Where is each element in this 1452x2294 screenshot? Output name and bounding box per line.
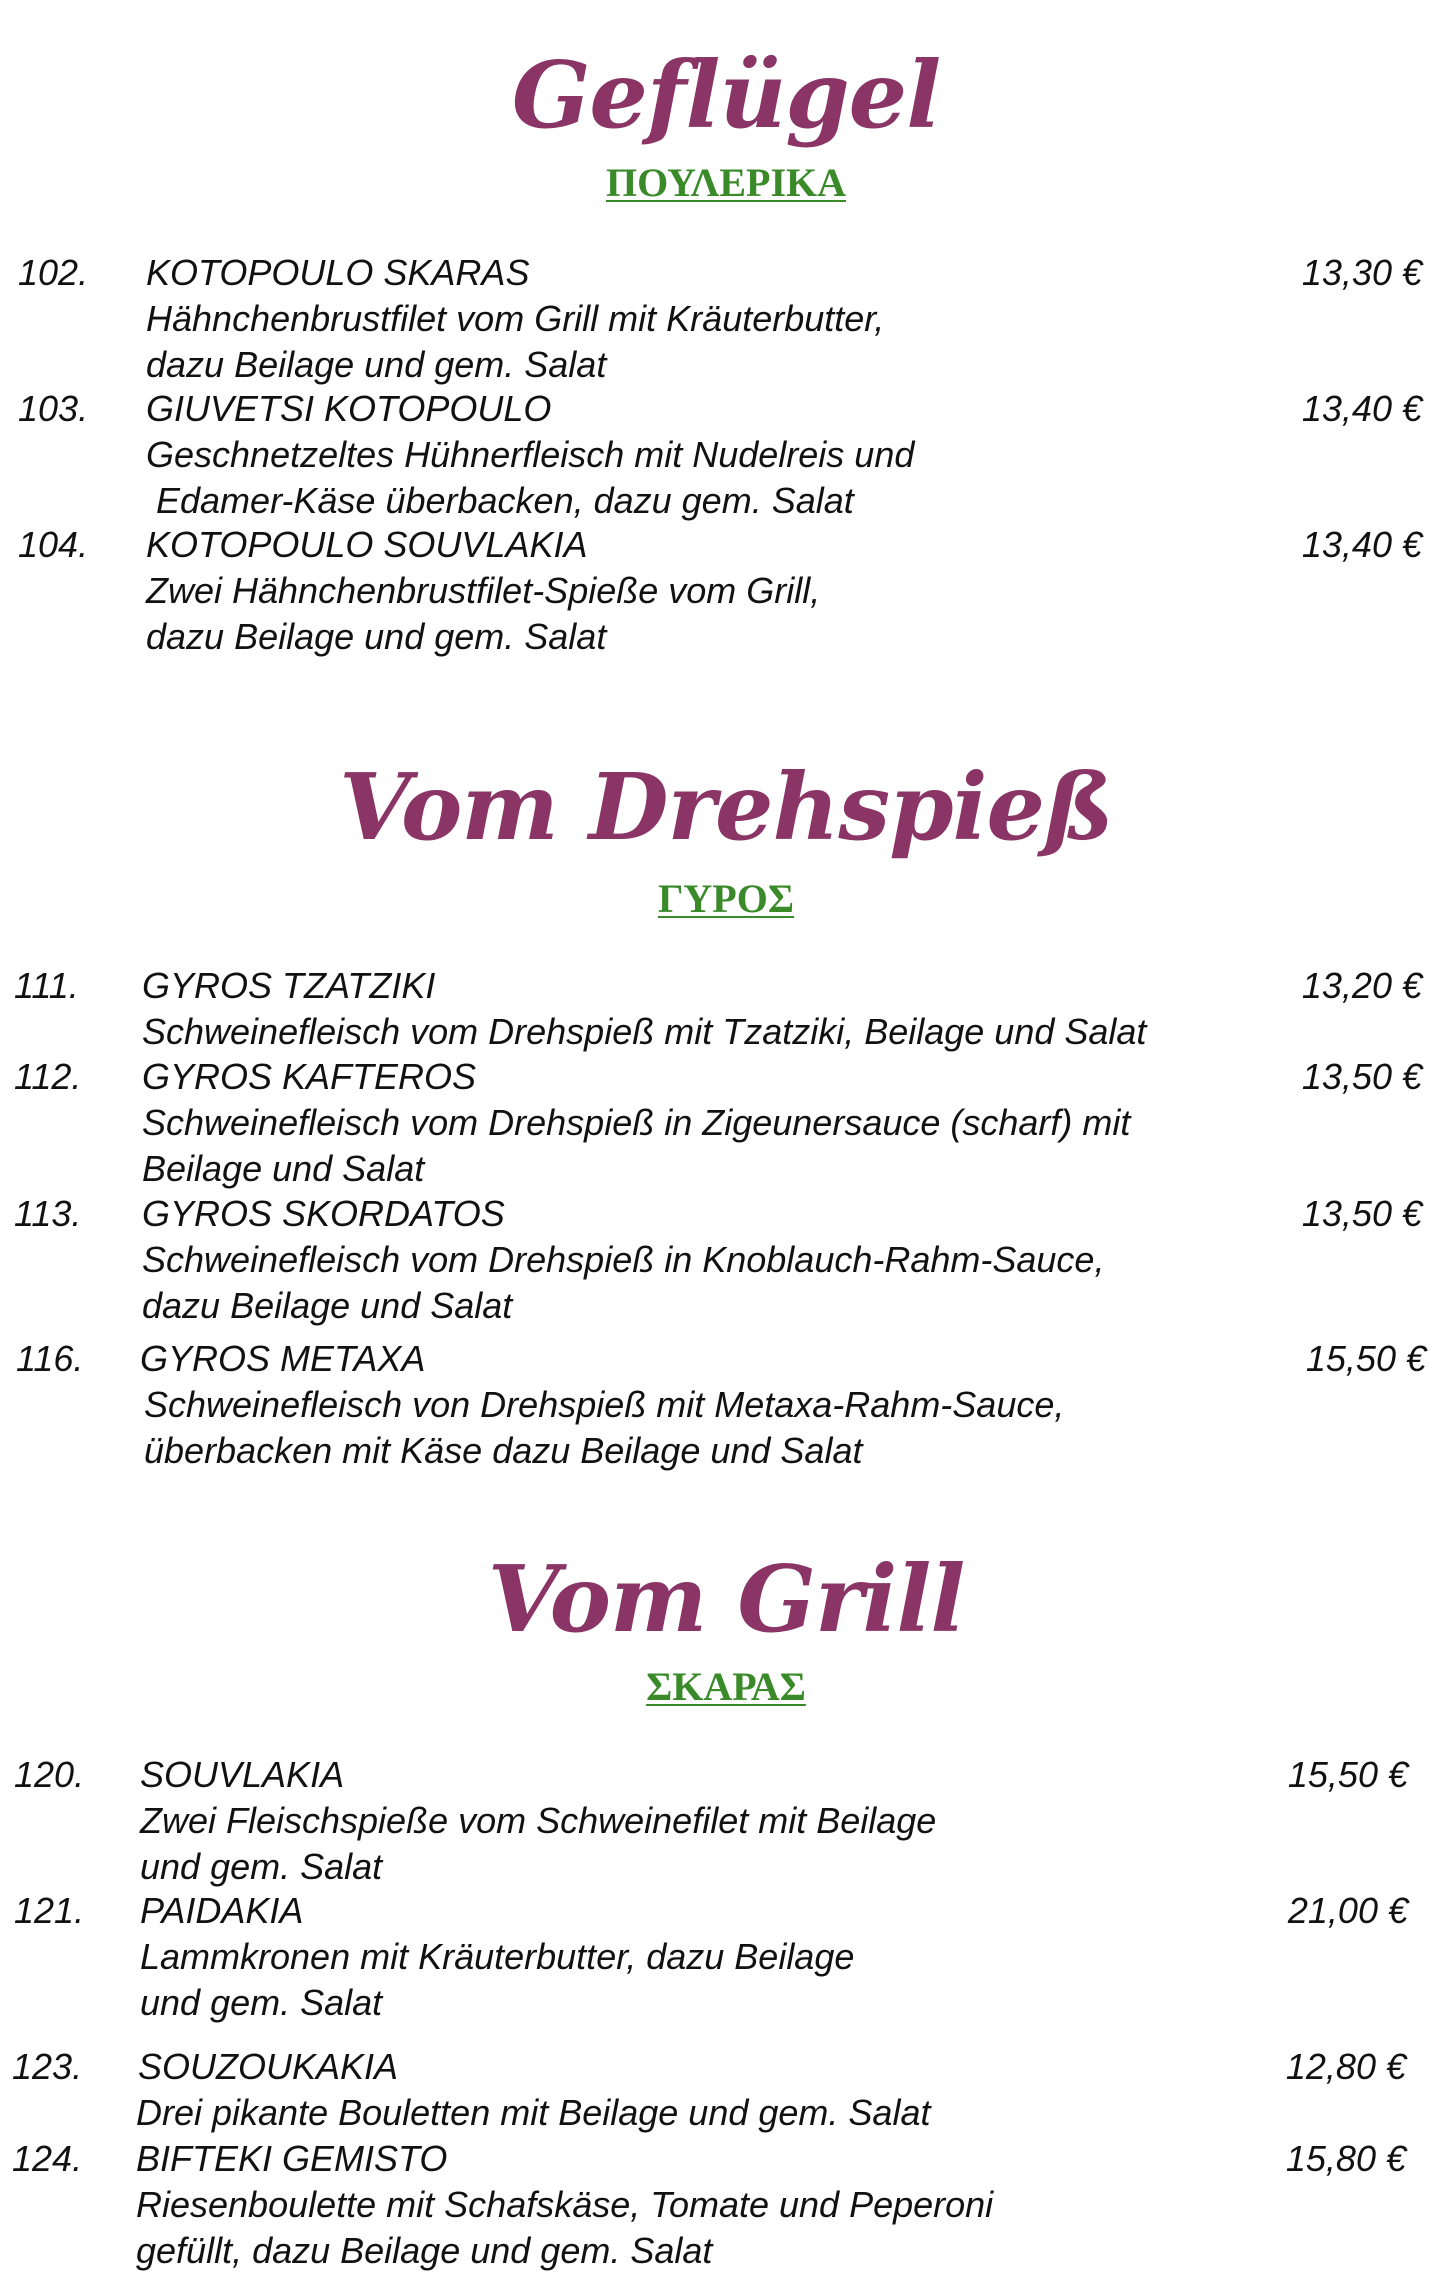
item-description: Schweinefleisch vom Drehspieß in Zigeunersauce (scharf) mit bbox=[142, 1102, 1131, 1143]
item-description: Schweinefleisch vom Drehspieß in Knoblauch-Rahm-Sauce, bbox=[142, 1239, 1105, 1280]
item-price: 15,50 € bbox=[1287, 1754, 1408, 1795]
item-name: GYROS TZATZIKI bbox=[142, 965, 436, 1006]
item-name: GYROS SKORDATOS bbox=[142, 1193, 505, 1234]
item-name: GYROS KAFTEROS bbox=[142, 1056, 477, 1097]
item-price: 12,80 € bbox=[1285, 2046, 1406, 2087]
item-number: 103. bbox=[18, 388, 89, 429]
item-description: Geschnetzeltes Hühnerfleisch mit Nudelreis und bbox=[146, 434, 915, 475]
item-name: GIUVETSI KOTOPOULO bbox=[146, 388, 552, 429]
item-number: 102. bbox=[18, 252, 89, 293]
item-number: 120. bbox=[14, 1754, 85, 1795]
item-description: Schweinefleisch vom Drehspieß mit Tzatziki, Beilage und Salat bbox=[142, 1011, 1147, 1052]
item-name: PAIDAKIA bbox=[140, 1890, 304, 1931]
item-name: BIFTEKI GEMISTO bbox=[136, 2138, 448, 2179]
item-description: dazu Beilage und gem. Salat bbox=[146, 344, 607, 385]
item-description: Riesenboulette mit Schafskäse, Tomate und Peperoni bbox=[136, 2184, 994, 2225]
item-description: Lammkronen mit Kräuterbutter, dazu Beilage bbox=[140, 1936, 855, 1977]
item-price: 13,50 € bbox=[1301, 1056, 1422, 1097]
item-name: KOTOPOULO SKARAS bbox=[146, 252, 530, 293]
item-price: 15,50 € bbox=[1305, 1338, 1426, 1379]
section-subtitle: ΣΚΑΡΑΣ bbox=[646, 1664, 806, 1709]
item-description: Drei pikante Bouletten mit Beilage und gem. Salat bbox=[136, 2092, 931, 2133]
item-description: Hähnchenbrustfilet vom Grill mit Kräuterbutter, bbox=[146, 298, 885, 339]
item-price: 13,40 € bbox=[1301, 388, 1422, 429]
item-price: 13,40 € bbox=[1301, 524, 1422, 565]
section-subtitle: ΓΥΡΟΣ bbox=[657, 876, 795, 921]
item-description: dazu Beilage und gem. Salat bbox=[146, 616, 607, 657]
item-price: 15,80 € bbox=[1285, 2138, 1406, 2179]
item-description: Beilage und Salat bbox=[142, 1148, 425, 1189]
section-title: Geflügel bbox=[511, 41, 941, 149]
section-subtitle: ΠΟΥΛΕΡΙΚΑ bbox=[605, 160, 847, 205]
item-price: 13,50 € bbox=[1301, 1193, 1422, 1234]
item-description: und gem. Salat bbox=[140, 1982, 383, 2023]
item-name: KOTOPOULO SOUVLAKIA bbox=[146, 524, 588, 565]
item-description: Edamer-Käse überbacken, dazu gem. Salat bbox=[146, 480, 854, 521]
item-description: dazu Beilage und Salat bbox=[142, 1285, 513, 1326]
item-description: gefüllt, dazu Beilage und gem. Salat bbox=[136, 2230, 713, 2271]
item-price: 13,20 € bbox=[1301, 965, 1422, 1006]
item-description: Zwei Hähnchenbrustfilet-Spieße vom Grill, bbox=[146, 570, 821, 611]
section-title: Vom Drehspieß bbox=[339, 753, 1113, 861]
item-number: 123. bbox=[12, 2046, 83, 2087]
item-name: SOUVLAKIA bbox=[140, 1754, 345, 1795]
item-number: 124. bbox=[12, 2138, 83, 2179]
item-description: und gem. Salat bbox=[140, 1846, 383, 1887]
item-number: 111. bbox=[14, 965, 79, 1006]
item-name: GYROS METAXA bbox=[140, 1338, 426, 1379]
item-name: SOUZOUKAKIA bbox=[138, 2046, 399, 2087]
section-title: Vom Grill bbox=[487, 1545, 965, 1653]
item-number: 121. bbox=[14, 1890, 85, 1931]
item-number: 112. bbox=[14, 1056, 82, 1097]
item-price: 13,30 € bbox=[1301, 252, 1422, 293]
item-price: 21,00 € bbox=[1287, 1890, 1408, 1931]
item-description: Schweinefleisch von Drehspieß mit Metaxa-Rahm-Sauce, bbox=[144, 1384, 1065, 1425]
item-description: überbacken mit Käse dazu Beilage und Salat bbox=[144, 1430, 863, 1471]
item-number: 116. bbox=[16, 1338, 84, 1379]
item-number: 104. bbox=[18, 524, 89, 565]
item-number: 113. bbox=[14, 1193, 82, 1234]
item-description: Zwei Fleischspieße vom Schweinefilet mit Beilage bbox=[140, 1800, 937, 1841]
